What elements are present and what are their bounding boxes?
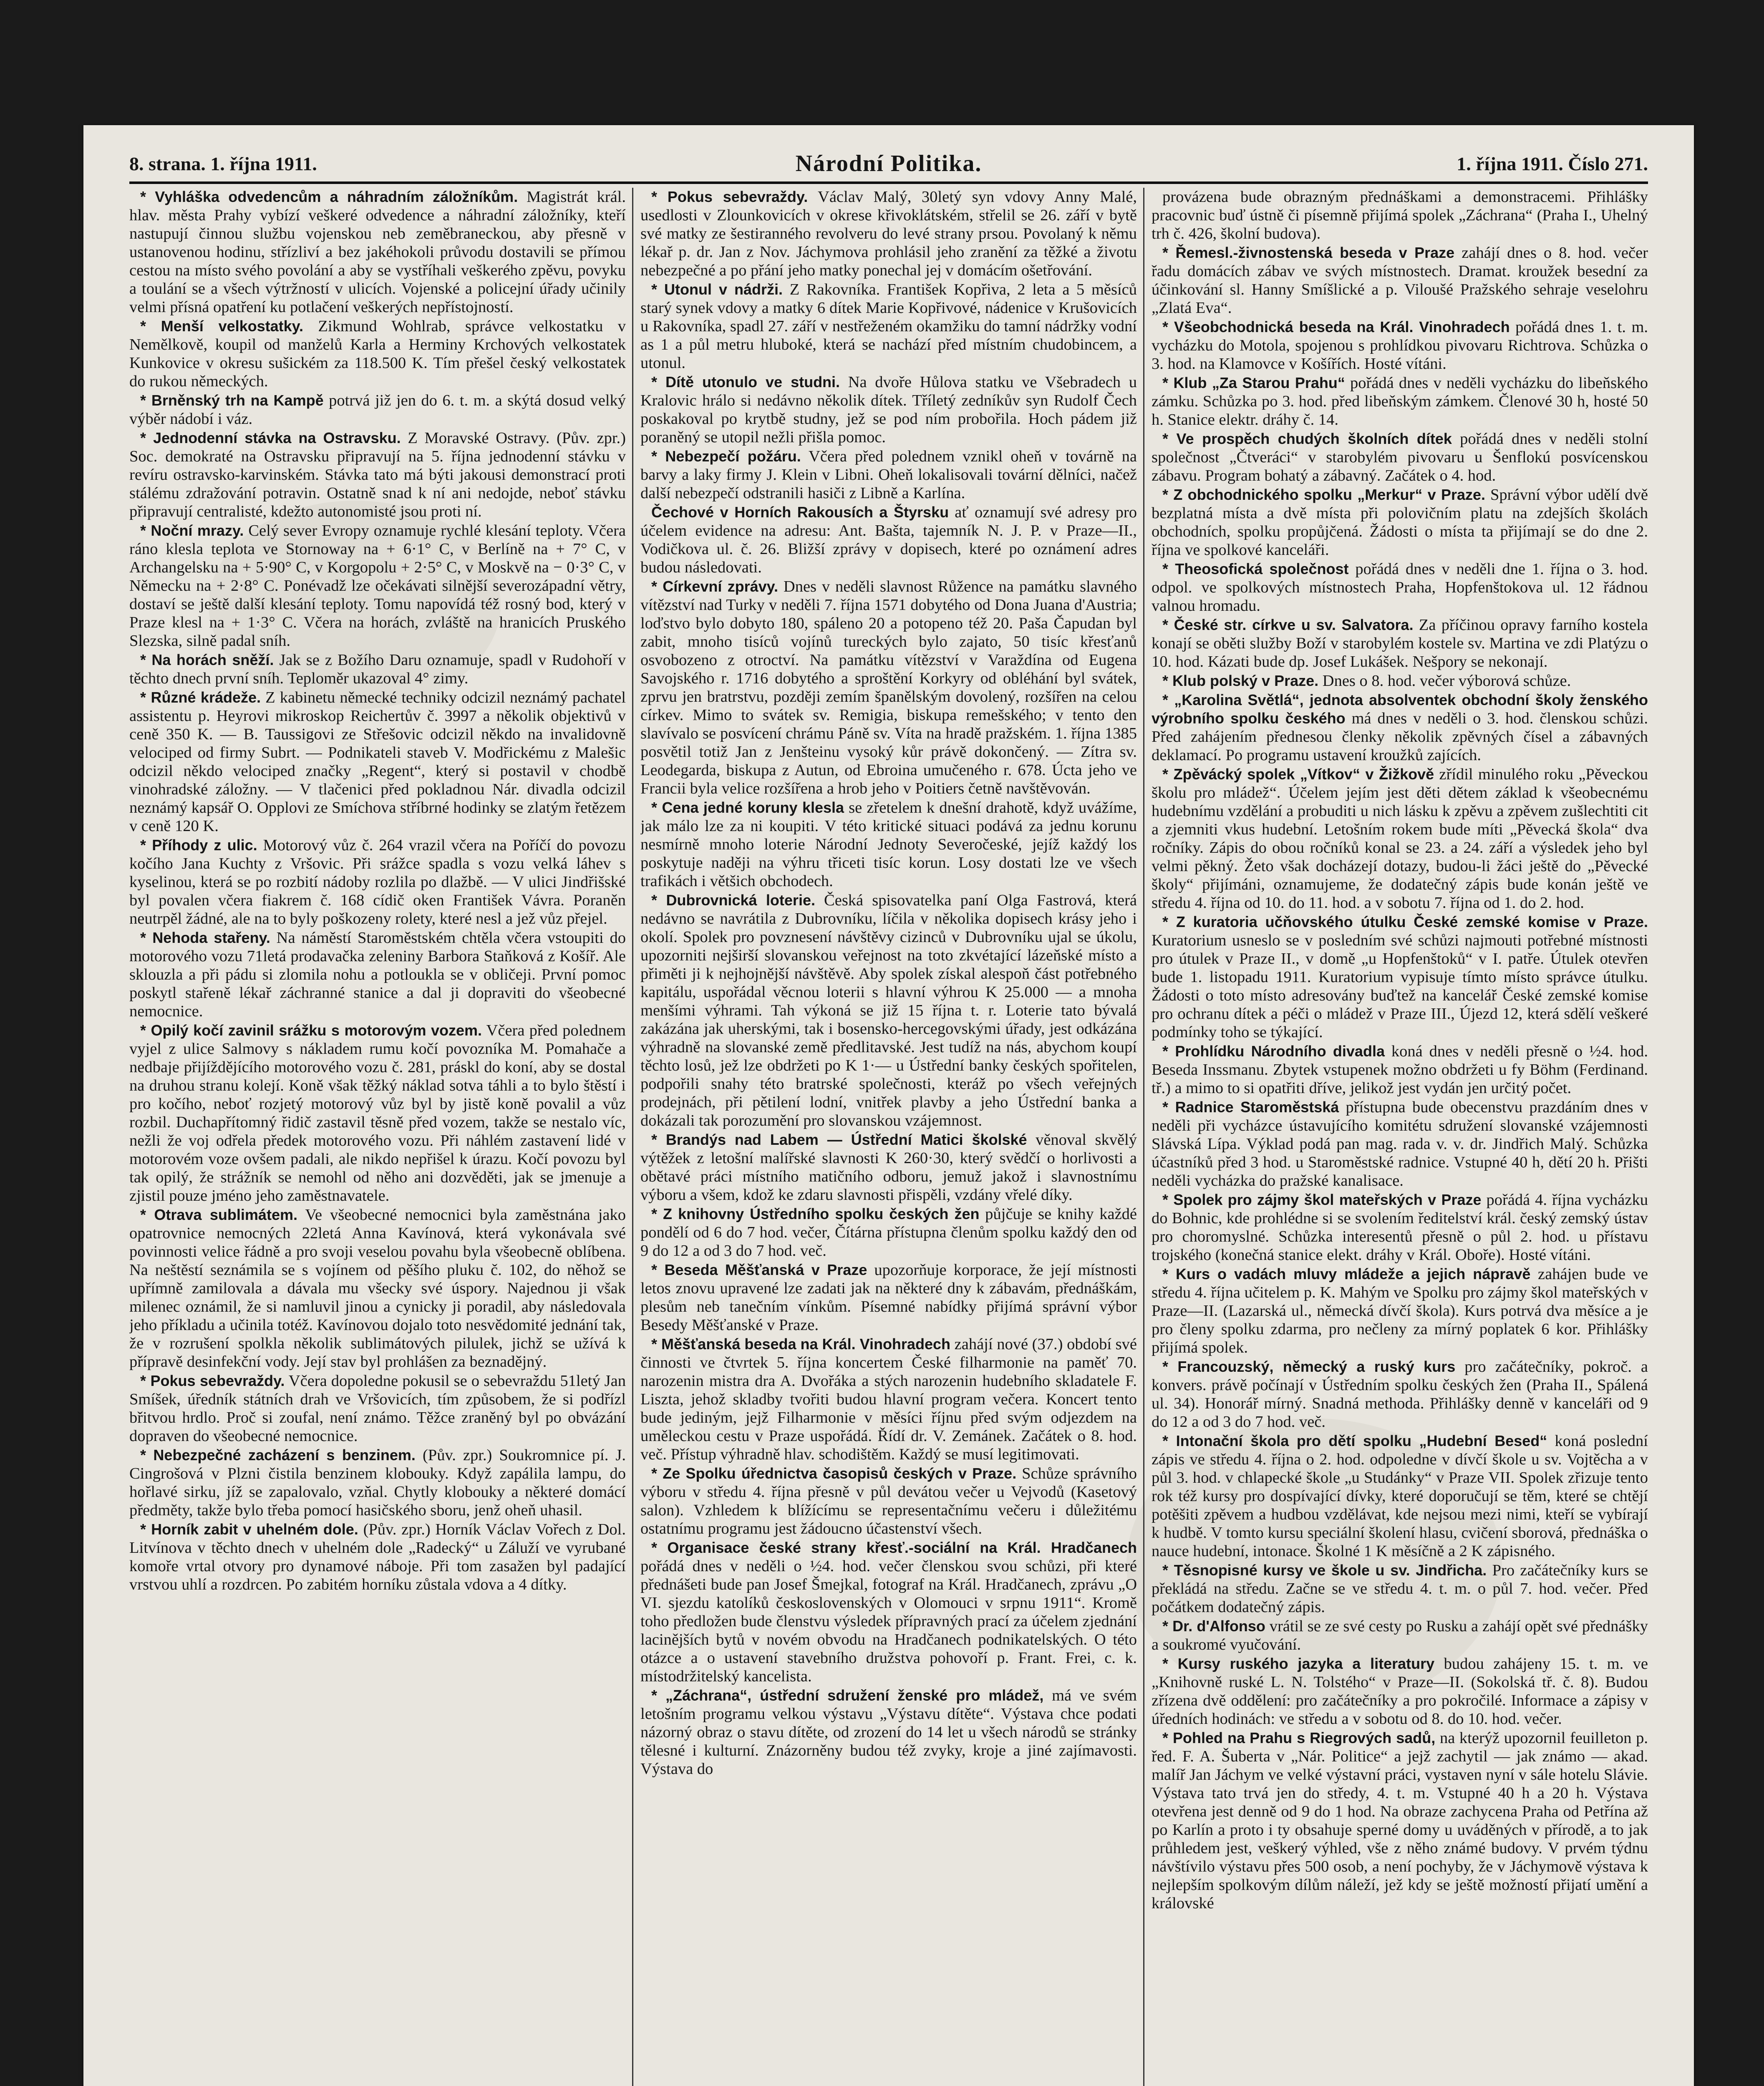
news-item-body: Na dvoře Hůlova statku ve Všebradech u Kralovic hrálo si nedávno několik dítek. Tříletý zedníkův syn Rudolf Čech poskakoval po krytbě studny, jež se pod ním probořila. Hoch pádem již poraněný se utopil nežli přišla pomoc. bbox=[640, 373, 1137, 446]
news-item-body: vrátil se ze své cesty po Rusku a zahájí opět své přednášky a soukromé vyučování. bbox=[1152, 1617, 1648, 1653]
news-item-heading: * Měšťanská beseda na Král. Vinohradech bbox=[651, 1335, 950, 1353]
masthead-title: Národní Politika. bbox=[795, 151, 982, 176]
news-item-body: provázena bude obrazným přednáškami a demonstracemi. Přihlášky pracovnic buď ústně či písemně přijímá spolek „Záchrana“ (Praha I., Uhelný trh č. 426, školní budova). bbox=[1152, 188, 1648, 242]
news-item-body: Česká spisovatelka paní Olga Fastrová, která nedávno se navrátila z Dubrovníku, líčila v několika dopisech krásy jeho i okolí. Spolek pro povznesení návštěvy cizinců v Dubrovníku ujal se úkolu, upozorniti nejširší slovanskou veřejnost na toto zkvétající lázeňské místo a přiměti ji k nejhojnější návštěvě. Aby spolek získal alespoň část potřebného kapitálu, uspořádal věcnou loterii s hlavní výhrou K 25.000 — a mnoha menšími výhrami. Tah výkoná se již 15 října t. r. Loterie tato bývalá zakázána jak uherskými, tak i bosensko-hercegovskými úřady, jest odkázána výhradně na slovanské země předlitavské. Jest tudíž na nás, abychom koupí těchto losů, jež lze obdržeti po K 1·— u Ústřední banky českých spořitelen, podpořili snahy této bratrské společnosti, kteráž po všech veřejných prodejnách, při pětilení lodní, vnitřek plavby a jeho Ústřední banka a dokázali tak porozumění pro slovanskou vzájemnost. bbox=[640, 892, 1137, 1129]
news-item-heading: * Utonul v nádrži. bbox=[651, 281, 783, 298]
news-item-body: Jak se z Božího Daru oznamuje, spadl v Rudohoří v těchto dnech první sníh. Teploměr ukazoval 4° zimy. bbox=[129, 651, 626, 687]
news-item-body: Včera před polednem vznikl oheň v továrně na barvy a laky firmy J. Klein v Libni. Oheň lokalisovali tovární dělníci, načež další nebezpečí odstranili hasiči z Libně a Karlína. bbox=[640, 448, 1137, 502]
page-number-date: 8. strana. 1. října 1911. bbox=[129, 153, 317, 174]
news-item bbox=[640, 188, 1137, 280]
news-item bbox=[1152, 318, 1648, 373]
news-item bbox=[640, 1205, 1137, 1260]
news-item bbox=[640, 280, 1137, 372]
news-item-body: zahájí nové (37.) období své činnosti ve čtvrtek 5. října koncertem České filharmonie na paměť 70. narozenin mistra dra A. Dvořáka a stých narozenin hudebního skladatele F. Liszta, jehož skladby tvořiti budou hlavní program večera. Koncert tento bude jediným, jejž Filharmonie v měsíci říjnu před svým odjezdem na uměleckou cestu v Praze uspořádá. Řídí dr. V. Zemánek. Začátek o 8. hod. več. Přístup výhradně hlav. schodištěm. Každý se musí legitimovati. bbox=[640, 1335, 1137, 1463]
news-item bbox=[640, 1464, 1137, 1538]
column-2 bbox=[640, 188, 1137, 2086]
news-item-heading: * Nehoda stařeny. bbox=[140, 929, 270, 946]
news-item-heading: * „Karolina Světlá“, jednota absolventek obchodní školy ženského výrobního spolku českého bbox=[1152, 691, 1648, 727]
news-item-body: Celý sever Evropy oznamuje rychlé klesání teploty. Včera ráno klesla teplota ve Stornoway na + 6·1° C, v Berlíně na + 7° C, v Archangelsku na + 5·90° C, v Korgopolu + 2·5° C, v Moskvě na − 0·3° C, v Německu na + 2·8° C. Ponévadž lze očekávati silnější severozápadní větry, dostaví se ještě další klesání teploty. Tomu napovídá též rosný bod, který v Praze klesl na + 1·3° C. Včera na horách, zvláště na hranicích Pruského Slezska, silně padal sníh. bbox=[129, 522, 626, 650]
news-item-body: pořádá dnes v neděli o ½4. hod. večer členskou svou schůzi, při které přednášeti bude pan Josef Šmejkal, fotograf na Král. Hradčanech, zprávu „O VI. sjezdu katolíků československých v Olomouci v srpnu 1911“. Kromě toho předložen bude členstvu výsledek přípravných prací za účelem zjednání lacinějších bytů v novém obvodu na Hradčanech podnikatelských. O této otázce a o ustavení stavebního družstva pohovoří p. Frant. Frei, c. k. místodržitelský kancelista. bbox=[640, 1557, 1137, 1685]
news-item-heading: * Z kuratoria učňovského útulku České zemské komise v Praze. bbox=[1162, 913, 1648, 930]
news-item-body: pořádá dnes v neděli vycházku do libeňského zámku. Schůzka po 3. hod. před libeňským zámkem. Členové 30 h, hosté 50 h. Stanice elektr. dráhy č. 14. bbox=[1152, 374, 1648, 428]
news-item-body: (Pův. zpr.) Soukromnice pí. J. Cingrošová v Plzni čistila benzinem klobouky. Když zapálila lampu, do hořlavé sirku, jíž se zapalovalo, vzňal. Chytly klobouky a některé domácí předměty, takže bylo třeba pomocí hasičského sboru, jenž oheň uhasil. bbox=[129, 1446, 626, 1519]
news-item bbox=[1152, 1561, 1648, 1616]
news-item bbox=[129, 391, 626, 428]
news-item-heading: * Na horách sněží. bbox=[140, 651, 274, 668]
news-item-heading: * Příhody z ulic. bbox=[140, 836, 257, 854]
news-item-body: zahájen bude ve středu 4. října učitelem p. K. Mahým ve Spolku pro zájmy škol mateřských v Praze—II. (Lazarská ul., německá dívčí škola). Kurs potrvá dva měsíce a je pro členy spolku zdarma, pro nečleny za mírný poplatek 6 kor. Přihlášky přijímá spolek. bbox=[1152, 1265, 1648, 1356]
news-item bbox=[1152, 560, 1648, 615]
column-divider bbox=[632, 188, 633, 2086]
news-item-heading: * „Záchrana“, ústřední sdružení ženské pro mládež, bbox=[651, 1687, 1044, 1704]
news-item bbox=[1152, 1265, 1648, 1357]
news-item-body: Včera dopoledne pokusil se o sebevraždu 51letý Jan Smíšek, úředník státních drah ve Vršovicích, tím způsobem, že si podřízl břitvou hrdlo. Proč si zoufal, není známo. Těžce zraněný byl po obvázání dopraven do všeobecné nemocnice. bbox=[129, 1372, 626, 1445]
news-item bbox=[129, 651, 626, 688]
news-item-body: má ve svém letošním programu velkou výstavu „Výstavu dítěte“. Výstava chce podati názorný obraz o stavu dítěte, od zrození do 14 let u všech národů se stránky tělesné i kulturní. Znázorněny budou též zvyky, kroje a jiné zajímavosti. Výstava do bbox=[640, 1687, 1137, 1778]
news-item-heading: * Církevní zprávy. bbox=[651, 578, 778, 595]
news-item-body: (Pův. zpr.) Horník Václav Vořech z Dol. Litvínova v těchto dnech v uhelném dole „Radecký“ u Záluží ve vyrubané komoře vrtal otvory pro dynamové náboje. Při tom zasažen byl padající vrstvou uhlí a rozdrcen. Po zabitém horníku zůstala vdova a 4 dítky. bbox=[129, 1521, 626, 1593]
news-item bbox=[129, 688, 626, 835]
news-item-body: Pro začátečníky kurs se překládá na středu. Začne se ve středu 4. t. m. o půl 7. hod. večer. Před počátkem dodatečný zápis. bbox=[1152, 1562, 1648, 1616]
news-item-heading: * Pokus sebevraždy. bbox=[140, 1372, 285, 1389]
news-item-body: Václav Malý, 30letý syn vdovy Anny Malé, usedlosti v Zlounkovicích v okrese křivoklátském, střelil se 26. září v bytě své matky ze šestiranného revolveru do levé strany prsou. Povolaný k němu lékař p. dr. Jan z Nov. Jáchymova prohlásil jeho zranění za těžké a životu nebezpečné a po přání jeho matky ponechal jej v domácím ošetřování. bbox=[640, 188, 1137, 279]
news-item-heading: * Nebezpečí požáru. bbox=[651, 448, 801, 465]
news-item bbox=[129, 836, 626, 928]
column-3 bbox=[1152, 188, 1648, 2086]
news-item bbox=[129, 1021, 626, 1205]
news-item-heading: * Spolek pro zájmy škol mateřských v Praze bbox=[1162, 1191, 1482, 1208]
news-item-heading: * Intonační škola pro dětí spolku „Hudební Besed“ bbox=[1162, 1432, 1547, 1449]
news-item bbox=[1152, 1098, 1648, 1190]
news-item-heading: * Brněnský trh na Kampě bbox=[140, 392, 324, 409]
news-item bbox=[129, 522, 626, 650]
news-item-heading: * Theosofická společnost bbox=[1162, 560, 1349, 577]
news-item-heading: * Horník zabit v uhelném dole. bbox=[140, 1521, 358, 1538]
news-item-body: ať oznamují své adresy pro účelem evidence na adresu: Ant. Bašta, tajemník N. J. P. v Praze—II., Vodičkova ul. č. 26. Bližší zprávy v dopisech, které po oznámení adres budou následovati. bbox=[640, 504, 1137, 576]
news-item bbox=[640, 1539, 1137, 1685]
news-item-heading: * Pokus sebevraždy. bbox=[651, 188, 808, 205]
news-item bbox=[129, 1520, 626, 1594]
news-item-heading: Čechové v Horních Rakousích a Štyrsku bbox=[651, 504, 949, 521]
news-item-body: Kuratorium usneslo se v posledním své schůzi najmouti potřebné místnosti pro útulek v Praze II., v domě „u Hopfenštoků“ v I. patře. Útulek otevřen bude 1. listopadu 1911. Kuratorium vypisuje tímto místo správce útulku. Žádosti o toto místo adresovány buďtež na kancelář České zemské komise pro ochranu dítek a péči o mládež v Praze III., Újezd 12, která sdělí veškeré podmínky toho se týkající. bbox=[1152, 932, 1648, 1041]
news-item-heading: * Pohled na Prahu s Riegrových sadů, bbox=[1162, 1729, 1436, 1746]
news-item-heading: * Menší velkostatky. bbox=[140, 317, 304, 335]
news-item-body: Z Rakovníka. František Kopřiva, 2 leta a 5 měsíců starý synek vdovy a matky 6 dítek Marie Kopřivové, nádenice v Krušovicích u Rakovníka, spadl 27. září v nestřeženém okamžiku do tamní nádržky vodní as 1 a půl metru hluboké, která se nachází před místním chudobincem, a utonul. bbox=[640, 281, 1137, 372]
news-item-body: Za příčinou opravy farního kostela konají se oběti služby Boží v starobylém kostele sv. Martina ve zdi Platýzu o 10. hod. Kázati bude dp. Josef Lukášek. Nešpory se nekonají. bbox=[1152, 616, 1648, 670]
news-item-heading: * Jednodenní stávka na Ostravsku. bbox=[140, 429, 401, 446]
news-item bbox=[1152, 1358, 1648, 1431]
news-item bbox=[1152, 672, 1648, 690]
news-item bbox=[640, 891, 1137, 1130]
news-item bbox=[640, 373, 1137, 446]
news-item-body: zřídil minulého roku „Pěveckou školu pro mládež“. Účelem jejím jest děti dětem základ k všeobecnému hudebnímu vzdělání a probuditi u nich lásku k zpěvu a zpěvem zušlechtiti cit a zjemniti vkus hudební. Letošním rokem bude míti „Pěvecká škola“ dva ročníky. Zápis do obou ročníků konal se 23. a 24. září a výsledek jeho byl velmi pěkný. Žeto však docházejí dotazy, budou-li žáci ještě do „Pěvecké školy“ přijímáni, oznamujeme, že dodatečný zápis bude konán ještě ve středu 4. října od 10. do 11. hod. a v sobotu 7. října od 1. do 2. hod. bbox=[1152, 766, 1648, 912]
news-item-heading: * Zpěvácký spolek „Vítkov“ v Žižkově bbox=[1162, 766, 1434, 783]
news-item-heading: * Ve prospěch chudých školních dítek bbox=[1162, 430, 1452, 447]
news-item-body: koná poslední zápis ve středu 4. října o 2. hod. odpoledne v dívčí škole u sv. Vojtěcha a v půl 3. hod. v chlapecké škole „u Studánky“ v Praze VII. Spolek zřizuje tento rok též kursy pro dospívající dívky, které doporučují se těm, které se chtějí potěšiti zpěvem a hudbou vzdělávat, kde nejsou mezi nimi, kteří se vybírají k hudbě. V tomto kursu speciální školení hlasu, cvičení sborová, přednáška o nauce hudební, intonace. Školné 1 K měsíčně a 2 K zápisného. bbox=[1152, 1432, 1648, 1560]
news-item-body: Zikmund Wohlrab, správce velkostatku v Nemělkově, koupil od manželů Karla a Herminy Krchových velkostatek Kunkovice v okresu sušickém za 118.500 K. Tím přešel český velkostatek do rukou německých. bbox=[129, 317, 626, 390]
news-item-heading: * Francouzský, německý a ruský kurs bbox=[1162, 1358, 1456, 1375]
news-item-heading: * Z knihovny Ústředního spolku českých žen bbox=[651, 1205, 980, 1222]
news-item bbox=[1152, 244, 1648, 317]
news-item-body: Z Moravské Ostravy. (Pův. zpr.) Soc. demokraté na Ostravsku připravují na 5. října jednodenní stávku v revíru ostravsko-karvinském. Stávka tato má býti jakousi demonstrací proti stálému zdražování potravin. Ostatně snad k ní ani nedojde, neboť stávku připravují centralisté, kdežto autonomisté jsou proti ní. bbox=[129, 429, 626, 520]
news-item bbox=[640, 1261, 1137, 1334]
news-item-body: pořádá 4. října vycházku do Bohnic, kde prohlédne si se svolením ředitelství král. český zemský ústav pro choromyslné. Schůzka interesentů přesně o půl 2. hod. u přístavu trojského (konečná stanice elekt. dráhy v Král. Oboře). Hosté vítáni. bbox=[1152, 1191, 1648, 1264]
news-item-heading: * Beseda Měšťanská v Praze bbox=[651, 1261, 867, 1278]
news-item-body: potrvá již jen do 6. t. m. a skýtá dosud velký výběr nádobí i váz. bbox=[129, 392, 626, 428]
news-item-heading: * Dubrovnická loterie. bbox=[651, 892, 815, 909]
news-item-heading: * Nebezpečné zacházení s benzinem. bbox=[140, 1446, 416, 1464]
news-item bbox=[1152, 616, 1648, 671]
news-item-heading: * Dr. d'Alfonso bbox=[1162, 1617, 1265, 1635]
news-item-body: na kterýž upozornil feuilleton p. řed. F. A. Šuberta v „Nár. Politice“ a jejž zachytil — jak známo — akad. malíř Jan Jáchym ve velké výstavní práci, vystaven nyní v sále hotelu Slávie. Výstava tato trvá jen do středy, 4. t. m. Vstupné 40 h a 20 h. Výstava otevřena jest denně od 9 do 1 hod. Na obraze zachycena Praha od Petřína až po Karlín a proto i ty obsahuje sperné domy u uváděných v přírodě, a to jak průhledem jest, veškerý výhled, vše z něho známé budovy. V prvém týdnu návštívilo výstavu přes 500 osob, a není pochyby, že v Jáchymově výstava k nejlepším spolkovým dílům náleží, jež kdy se ještě možností přijatí umění a královské bbox=[1152, 1729, 1648, 1912]
news-item bbox=[640, 1335, 1137, 1464]
news-item bbox=[1152, 374, 1648, 429]
news-item-body: Včera před polednem vyjel z ulice Salmovy s nákladem rumu kočí povozníka M. Pomahače a nedbaje přijíždějícího motorového vozu č. 281, práskl do koní, aby se dostal na druhou stranu kolejí. Koně však těžký náklad sotva táhli a to bylo štěstí i pro kočího, neboť rozjetý motorový vůz byl by jistě koně povalil a vůz rozbil. Duchapřítomný řidič zastavil těsně před vozem, takže se nestalo víc, nežli že voj odřela předek motorového vozu. Při náhlém zastavení lidé v motorovém voze ovšem padali, ale nikdo nepřišel k úrazu. Kočí povozu byl tak opilý, že strážník se nemohl od něho ani dozvěděti, jak se jmenuje a zjistil pouze jméno jeho zaměstnavatele. bbox=[129, 1022, 626, 1204]
news-item bbox=[129, 188, 626, 316]
article-columns bbox=[129, 188, 1648, 2086]
news-item-body: Motorový vůz č. 264 vrazil včera na Poříčí do povozu kočího Jana Kuchty z Vršovic. Při srážce spadla s vozu velká láhev s kyselinou, která se po rozbití nádoby rozlila po dlažbě. — V ulici Jindřišské byl povalen včera fiakrem č. 168 cídič oken František Vávra. Poraněn neutrpěl žádné, ale na to byly poškozeny rolety, které nesl a jež vůz přejel. bbox=[129, 836, 626, 927]
news-item-body: pro začátečníky, pokroč. a konvers. právě počínají v Ústředním spolku českých žen (Praha II., Spálená ul. 34). Honorář mírný. Snadná methoda. Přihlášky denně v kanceláři od 9 do 12 a od 3 do 7 hod. več. bbox=[1152, 1358, 1648, 1431]
news-item-body: Magistrát král. hlav. města Prahy vybízí veškeré odvedence a náhradní záložníky, kteří nastupují činnou službu vojenskou neb zeměbraneckou, aby přesně v ustanovenou hodinu, střízliví a bez jakéhokoli průvodu dostavili se přímou cestou na místo svého povolání a aby se vystříhali veškerého zpěvu, povyku a toulání se a všech výtržností v ulicích. Vojenské a policejní úřady učinily velmi přísná opatření ku potlačení veškerých nepřístojností. bbox=[129, 188, 626, 316]
column-divider bbox=[1143, 188, 1144, 2086]
news-item bbox=[640, 1131, 1137, 1204]
news-item-body: věnoval skvělý výtěžek z letošní malířské slavnosti K 260·30, který svědčí o horlivosti a obětavé práci místního matičního odboru, jemuž jakož i slavnostnímu výboru a všem, kdož ke zdaru slavnosti přispěli, vzdány vřelé díky. bbox=[640, 1131, 1137, 1204]
page-header bbox=[129, 150, 1648, 179]
news-item-body: Z kabinetu německé techniky odcizil neznámý pachatel assistentu p. Heyrovi mikroskop Reichertův č. 3997 a několik objektivů v ceně 350 K. — B. Taussigovi ze Střešovic odcizil někdo na invalidovně velociped od firmy Subrt. — Podnikateli staveb V. Modřickému z Malešic odcizil někdo velociped značky „Regent“, který si postavil v chodbě vinohradské záložny. — V tlačenici před pokladnou Nár. divadla odcizil neznámý kapsář O. Opplovi ze Smíchova stříbrné hodinky se zlatým řetězem v ceně 120 K. bbox=[129, 689, 626, 835]
news-item bbox=[129, 1372, 626, 1445]
news-item-heading: * Ze Spolku úřednictva časopisů českých v Praze. bbox=[651, 1465, 1017, 1482]
news-item-body: Dnes v neděli slavnost Růžence na památku slavného vítězství nad Turky v neděli 7. října 1571 dobytého od Dona Juana d'Austria; loďstvo bylo dobyto 180, spáleno 20 a potopeno též 20. Paša Čapudan byl zabit, mnoho tisíců vojínů tureckých bylo zajato, 50 tisíc křesťanů osvobozeno z otroctví. Na památku vítězství v Varaždína od Eugena Savojského r. 1716 dobytého a sproštění Korkyry od obléhání byl svátek, zprvu jen bratrstvu, později zemím španělským dovolený, rozšířen na celou církev. Mimo to svátek sv. Remigia, biskupa remešského; v tento den slavívalo se posvícení chrámu Páně sv. Víta na hradě pražském. 1. října 1385 posvětil totiž Jan z Jenšteinu vysoký kůr právě dokončený. — Zítra sv. Leodegarda, biskupa z Autun, od Ebroina umučeného r. 678. Úcta jeho ve Francii byla velice rozšířena a hrob jeho v Poitiers četně navštěvován. bbox=[640, 578, 1137, 797]
news-item-heading: * Otrava sublimátem. bbox=[140, 1206, 297, 1223]
news-item-body: budou zahájeny 15. t. m. ve „Knihovně ruské L. N. Tolstého“ v Praze—II. (Sokolská tř. č. 8). Budou zřízena dvě oddělení: pro začátečníky a pro pokročilé. Informace a zápisy v úředních hodinách: ve středu a v sobotu od 8. do 10. hod. večer. bbox=[1152, 1655, 1648, 1728]
news-item bbox=[1152, 1655, 1648, 1728]
news-item bbox=[640, 1686, 1137, 1778]
news-item bbox=[1152, 430, 1648, 485]
news-item bbox=[640, 503, 1137, 577]
news-item-body: zahájí dnes o 8. hod. večer řadu domácích zábav ve svých místnostech. Dramat. kroužek besední za účinkování sl. Hanny Smíšlické a p. Viloušé Pražského sehraje veselohru „Zlatá Eva“. bbox=[1152, 244, 1648, 317]
news-item-heading: * Kursy ruského jazyka a literatury bbox=[1162, 1655, 1435, 1672]
newspaper-page bbox=[83, 125, 1694, 2086]
news-item-heading: * Dítě utonulo ve studni. bbox=[651, 373, 840, 390]
news-item-heading: * Různé krádeže. bbox=[140, 689, 261, 706]
news-item-heading: * Organisace české strany křesť.-sociální na Král. Hradčanech bbox=[651, 1539, 1137, 1556]
news-item-heading: * Opilý kočí zavinil srážku s motorovým vozem. bbox=[140, 1022, 482, 1039]
news-item bbox=[1152, 1042, 1648, 1097]
news-item-heading: * Radnice Staroměstská bbox=[1162, 1098, 1339, 1116]
news-item bbox=[640, 799, 1137, 890]
news-item bbox=[1152, 765, 1648, 912]
news-item bbox=[129, 929, 626, 1020]
news-item-heading: * Prohlídku Národního divadla bbox=[1162, 1043, 1385, 1060]
news-item bbox=[1152, 691, 1648, 764]
news-item bbox=[1152, 913, 1648, 1041]
news-item-heading: * Brandýs nad Labem — Ústřední Matici školské bbox=[651, 1131, 1027, 1148]
news-item-body: Na náměstí Staroměstském chtěla včera vstoupiti do motorového vozu 71letá prodavačka zeleniny Barbora Staňková z Košíř. Ale sklouzla a při pádu si zlomila nohu a potloukla se v obličeji. První pomoc poskytl stařeně lékař záchranné stanice a dal ji dopraviti do všeobecné nemocnice. bbox=[129, 929, 626, 1020]
news-item-heading: * Kurs o vadách mluvy mládeže a jejich nápravě bbox=[1162, 1265, 1531, 1282]
news-item-heading: * Řemesl.-živnostenská beseda v Praze bbox=[1162, 244, 1455, 261]
news-item-heading: * Těsnopisné kursy ve škole u sv. Jindřicha. bbox=[1162, 1562, 1487, 1579]
news-item-body: Ve všeobecné nemocnici byla zaměstnána jako opatrovnice nemocných 22letá Anna Kavínová, která vykonávala své povinnosti velice řádně a pro svoji veselou povahu byla všeobecně oblíbena. Na neštěstí seznámila se s vojínem od pěšího pluku č. 102, do něhož se upřímně zamilovala a dávala mu všecky své úspory. Najednou ji však milenec oznámil, že si namluvil jinou a cynicky ji poradil, aby následovala jeho příkladu a učinila totéž. Kavínovou dojalo toto nesvědomité jednání tak, že v rozrušení spolkla několik sublimátových pilulek, jichž se užívá k přípravě desinfekční vody. Její stav byl prohlášen za beznadějný. bbox=[129, 1206, 626, 1371]
news-item bbox=[129, 317, 626, 390]
column-1 bbox=[129, 188, 626, 2086]
news-item bbox=[640, 447, 1137, 502]
news-item-heading: * Klub „Za Starou Prahu“ bbox=[1162, 374, 1345, 391]
news-item-body: pořádá dnes v neděli stolní společnost „Čtveráci“ v starobylém pivovaru u Šenflokú posvícenskou zábavu. Program bohatý a zábavný. Začátek o 4. hod. bbox=[1152, 430, 1648, 484]
header-rule bbox=[129, 181, 1648, 184]
news-item-body: se zřetelem k dnešní drahotě, když uvážíme, jak málo lze za ni koupiti. V této kritické situaci podává za jednu korunu nesmírně mnoho loterie Národní Jednoty Severočeské, jejíž každý los poskytuje naději na výhru třiceti tisíc korun. Losy dostati lze ve všech trafikách i většich obchodech. bbox=[640, 799, 1137, 890]
issue-date-number: 1. října 1911. Číslo 271. bbox=[1457, 153, 1648, 174]
news-item-heading: * České str. církve u sv. Salvatora. bbox=[1162, 616, 1414, 633]
news-item-body: pořádá dnes 1. t. m. vycházku do Motola, spojenou s prohlídkou pivovaru Richtrova. Schůzka o 3. hod. na Klamovce v Košířích. Hosté vítáni. bbox=[1152, 318, 1648, 373]
news-item bbox=[1152, 1729, 1648, 1912]
news-item-body: Dnes o 8. hod. večer výborová schůze. bbox=[1322, 672, 1571, 690]
news-item-body: půjčuje se knihy každé pondělí od 6 do 7 hod. večer, Čítárna přístupna členům spolku každý den od 9 do 12 a od 3 do 7 hod. več. bbox=[640, 1205, 1137, 1260]
news-item bbox=[1152, 1617, 1648, 1654]
news-item-body: pořádá dnes v neděli dne 1. října o 3. hod. odpol. ve spolkových místnostech Praha, Hopfenštokova ul. 12 řádnou valnou hromadu. bbox=[1152, 560, 1648, 615]
news-item-heading: * Vyhláška odvedencům a náhradním záložníkům. bbox=[140, 188, 518, 205]
news-item-body: přístupna bude obecenstvu prazdáním dnes v neděli při vycházce ústavujícího komitétu sdružení slovanské vzájemnosti Slávská Lípa. Výklad podá pan mag. rada v. v. dr. Jindřich Malý. Schůzka účastníků před 3 hod. u Staroměstské radnice. Vstupné 40 h, dětí 20 h. Přišti neděli vycházka do pražské kanalisace. bbox=[1152, 1098, 1648, 1189]
news-item bbox=[1152, 188, 1648, 243]
news-item bbox=[129, 1206, 626, 1371]
news-item-heading: * Všeobchodnická beseda na Král. Vinohradech bbox=[1162, 318, 1510, 335]
news-item-body: upozorňuje korporace, že její místnosti letos znovu upravené lze zadati jak na některé dny k zábavám, přednáškám, plesům neb tanečním vínkům. Písemné nabídky přijímá správní výbor Besedy Měšťanské v Praze. bbox=[640, 1261, 1137, 1334]
news-item-body: Schůze správního výboru v středu 4. října přesně v půl devátou večer u Vejvodů (Kasetový salon). Vzhledem k blížícímu se representačnímu večeru i důležitému ostatnímu programu jest žádoucno účastenství všech. bbox=[640, 1465, 1137, 1537]
news-item-heading: * Klub polský v Praze. bbox=[1162, 672, 1319, 689]
news-item bbox=[1152, 486, 1648, 559]
news-item bbox=[129, 1446, 626, 1519]
news-item-heading: * Z obchodnického spolku „Merkur“ v Praze. bbox=[1162, 486, 1486, 503]
news-item-heading: * Cena jedné koruny klesla bbox=[651, 799, 844, 816]
news-item-body: Správní výbor udělí dvě bezplatná místa a dvě místa při polovičním platu na zdejších školách obchodních, spolku propůjčená. Žádosti o místa ta přijímají se do dne 2. října ve spolkové kanceláři. bbox=[1152, 486, 1648, 559]
news-item-heading: * Noční mrazy. bbox=[140, 522, 244, 539]
news-item bbox=[129, 429, 626, 521]
news-item bbox=[1152, 1432, 1648, 1560]
news-item bbox=[1152, 1191, 1648, 1264]
news-item bbox=[640, 577, 1137, 798]
news-item-body: má dnes v neděli o 3. hod. členskou schůzi. Před zahájením přednesou členky několik zpěvných čísel a zábavných deklamací. Po programu ustavení kroužků zajících. bbox=[1152, 710, 1648, 764]
news-item-body: koná dnes v neděli přesně o ½4. hod. Beseda Inssmanu. Zbytek vstupenek možno obdržeti u fy Böhm (Ferdinand. tř.) a mimo to si opatřiti dříve, jelikož jest vydán jen určitý počet. bbox=[1152, 1043, 1648, 1097]
